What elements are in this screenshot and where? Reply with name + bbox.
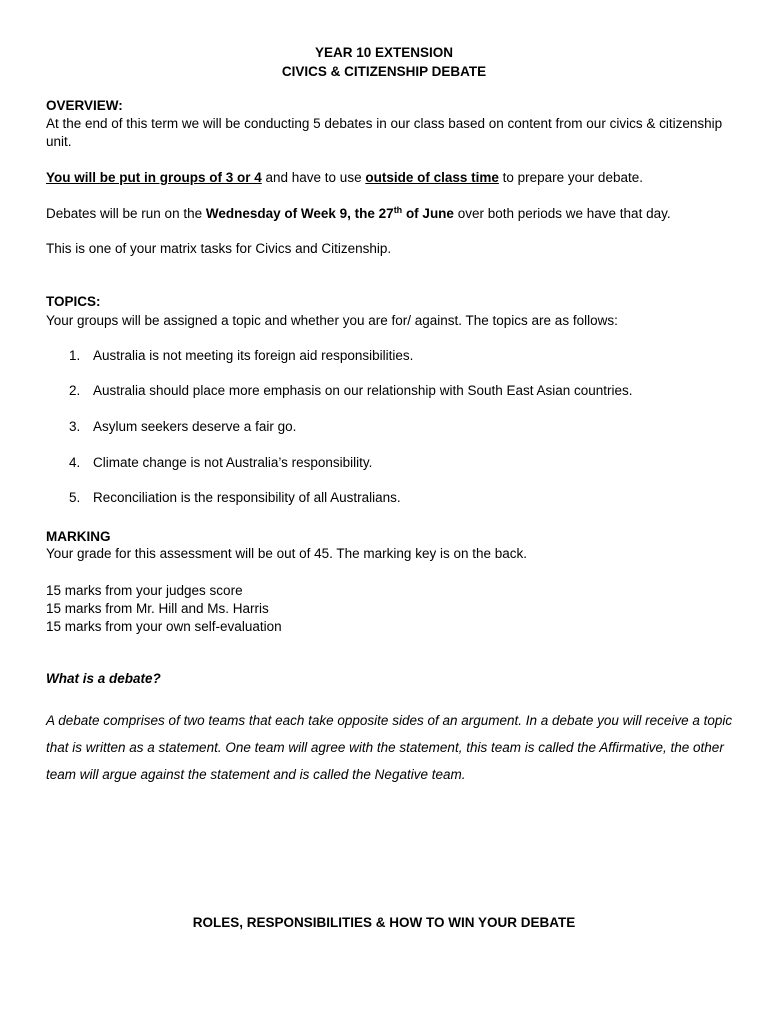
list-item-number: 4. <box>69 455 81 470</box>
date-end-text: over both periods we have that day. <box>453 206 671 221</box>
list-item-text: Climate change is not Australia’s responsibility. <box>93 455 373 470</box>
date-sentence <box>46 205 736 223</box>
list-item-number: 3. <box>69 419 81 434</box>
list-item-number: 1. <box>69 348 81 363</box>
overview-paragraph: At the end of this term we will be conducting 5 debates in our class based on content from our civics & citizenship unit. <box>46 116 723 149</box>
date-bold-month: of June <box>402 206 454 221</box>
list-item-number: 2. <box>69 383 81 398</box>
list-item-text: Australia is not meeting its foreign aid responsibilities. <box>93 348 414 363</box>
date-superscript: th <box>393 205 403 215</box>
groups-end-text: to prepare your debate. <box>498 170 643 185</box>
marking-line-teachers: 15 marks from Mr. Hill and Ms. Harris <box>46 601 269 616</box>
doc-title-line2: CIVICS & CITIZENSHIP DEBATE <box>281 64 487 79</box>
groups-mid-text: and have to use <box>261 170 366 185</box>
date-start-text: Debates will be run on the <box>46 206 206 221</box>
marking-line-self: 15 marks from your own self-evaluation <box>46 619 282 634</box>
overview-heading: OVERVIEW: <box>46 98 123 113</box>
debate-description: A debate comprises of two teams that each take opposite sides of an argument. In a debate you will receive a topic that is written as a statement. One team will agree with the statement, this team is called the Affirmative, the other team will argue against the statement and is called the Negative team. <box>46 713 733 782</box>
roles-heading: ROLES, RESPONSIBILITIES & HOW TO WIN YOUR DEBATE <box>192 915 576 930</box>
list-item-text: Asylum seekers deserve a fair go. <box>93 419 297 434</box>
marking-intro: Your grade for this assessment will be out of 45. The marking key is on the back. <box>46 546 528 561</box>
marking-heading: MARKING <box>46 529 111 544</box>
topics-intro: Your groups will be assigned a topic and whether you are for/ against. The topics are as follows: <box>46 313 618 328</box>
list-item-text: Reconciliation is the responsibility of all Australians. <box>93 490 401 505</box>
groups-emphasis: You will be put in groups of 3 or 4 <box>46 170 262 185</box>
outside-class-emphasis: outside of class time <box>365 170 499 185</box>
groups-sentence <box>46 169 736 187</box>
doc-title-line1: YEAR 10 EXTENSION <box>314 45 454 60</box>
topics-heading: TOPICS: <box>46 294 101 309</box>
debate-question: What is a debate? <box>46 671 161 686</box>
list-item-number: 5. <box>69 490 81 505</box>
marking-line-judges: 15 marks from your judges score <box>46 583 243 598</box>
list-item-text: Australia should place more emphasis on our relationship with South East Asian countries. <box>93 383 633 398</box>
date-bold-text: Wednesday of Week 9, the 27 <box>205 206 394 221</box>
matrix-sentence: This is one of your matrix tasks for Civics and Citizenship. <box>46 241 392 256</box>
